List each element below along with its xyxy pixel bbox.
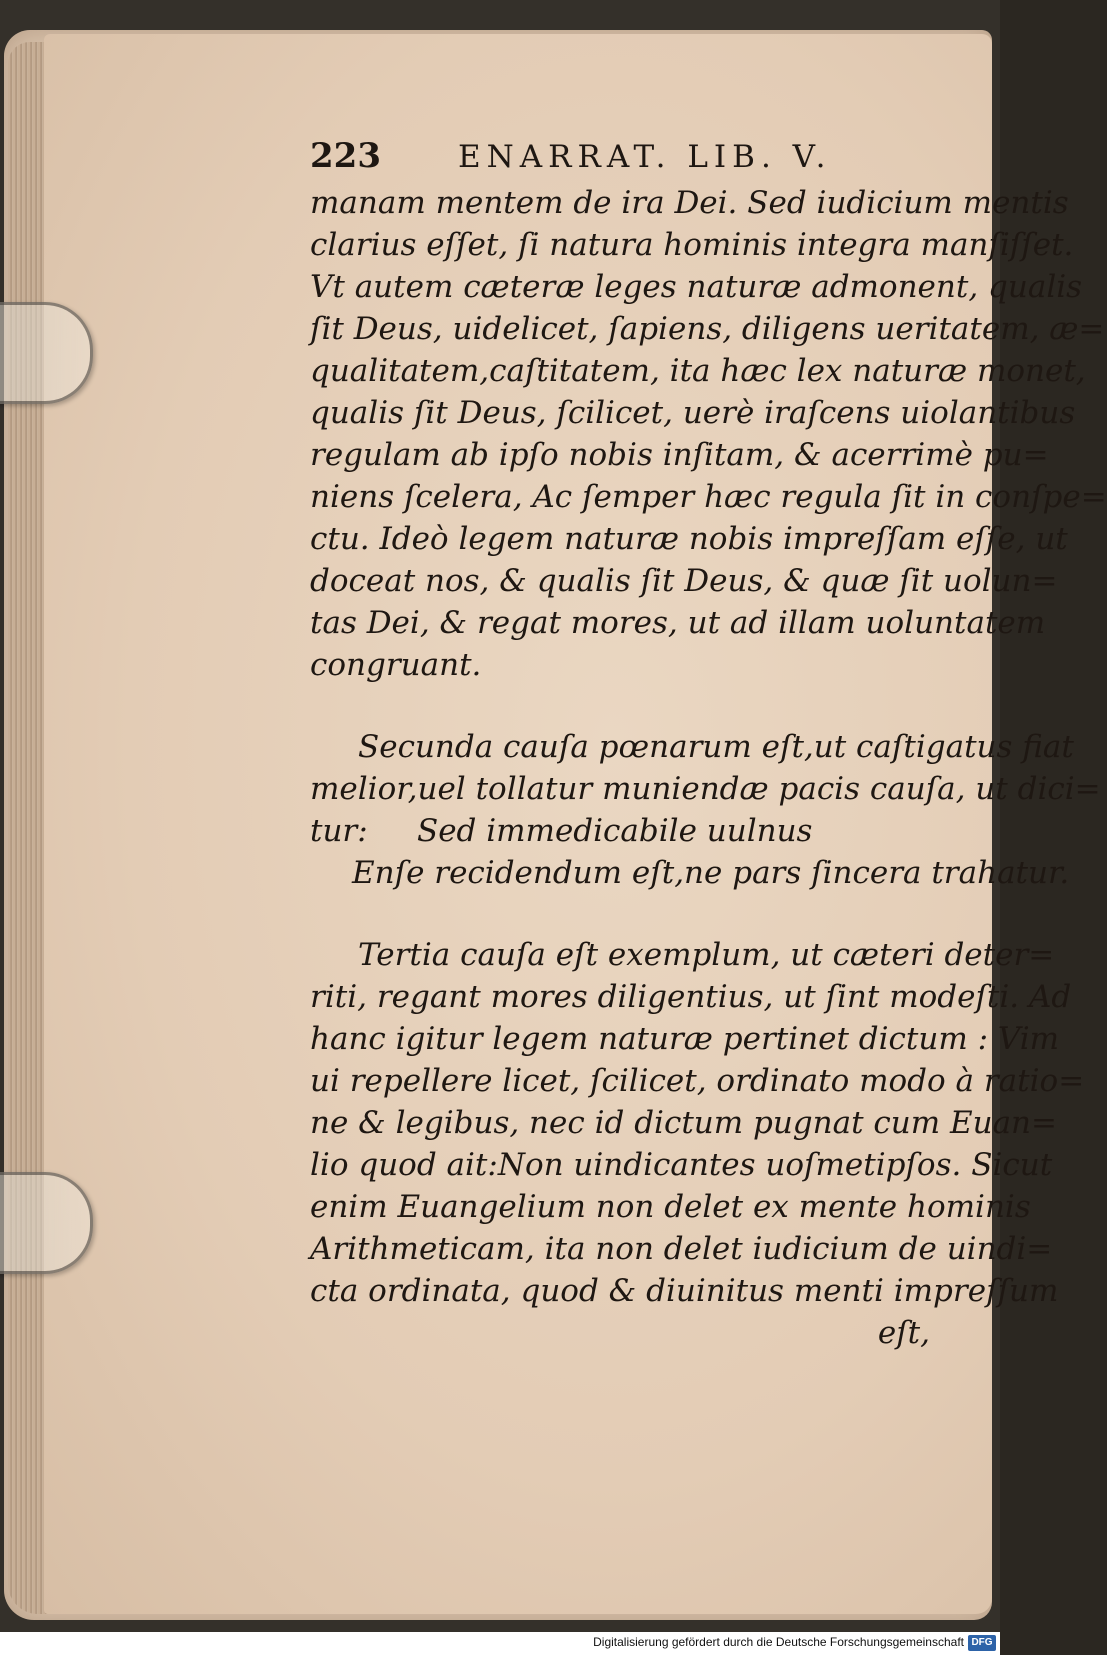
text-line: riti, regant mores diligentius, ut ſint modeſti. Ad: [310, 979, 1072, 1015]
text-line: Tertia cauſa eſt exemplum, ut cæteri deter=: [358, 937, 1055, 973]
text-line: Vt autem cæteræ leges naturæ admonent, qualis: [310, 269, 1083, 305]
text-line: melior,uel tollatur muniendæ pacis cauſa, ut dici=: [310, 771, 1101, 807]
paragraph-3: [310, 934, 1085, 1354]
text-line: manam mentem de ira Dei. Sed iudicium mentis: [310, 185, 1069, 221]
paragraph-1: [310, 182, 1107, 686]
text-line: cta ordinata, quod & diuinitus menti impreſſum: [310, 1273, 1059, 1309]
page-number: 223: [310, 136, 381, 176]
dfg-logo: DFG: [968, 1635, 996, 1651]
text-line: Secunda cauſa pœnarum eſt,ut caſtigatus fiat: [358, 729, 1074, 765]
page-clip-bottom: [0, 1172, 93, 1274]
text-line: ſit Deus, uidelicet, ſapiens, diligens ueritatem, æ=: [310, 311, 1105, 347]
funding-credit: Digitalisierung gefördert durch die Deutsche Forschungsgemeinschaft: [593, 1635, 964, 1649]
text-line: ctu. Ideò legem naturæ nobis impreſſam eſſe, ut: [310, 521, 1068, 557]
text-line: tas Dei, & regat mores, ut ad illam uoluntatem: [310, 605, 1046, 641]
text-line: hanc igitur legem naturæ pertinet dictum : Vim: [310, 1021, 1060, 1057]
page-edges: [8, 42, 48, 1614]
digitization-footer: [0, 1632, 1000, 1655]
verse-line: Enſe recidendum eſt,ne pars ſincera trahatur.: [352, 855, 1070, 891]
text-line: ne & legibus, nec id dictum pugnat cum Euan=: [310, 1105, 1057, 1141]
page-body: [310, 182, 1107, 1354]
text-line: niens ſcelera, Ac ſemper hæc regula ſit in conſpe=: [310, 479, 1107, 515]
page-header: [310, 136, 850, 176]
catchword: eſt,: [877, 1315, 930, 1351]
text-line: tur: Sed immedicabile uulnus: [310, 813, 813, 849]
text-line: lio quod ait:Non uindicantes uoſmetipſos. Sicut: [310, 1147, 1053, 1183]
text-line: qualis ſit Deus, ſcilicet, uerè iraſcens uiolantibus: [310, 395, 1076, 431]
text-line: ui repellere licet, ſcilicet, ordinato modo à ratio=: [310, 1063, 1085, 1099]
page-clip-top: [0, 302, 93, 404]
paragraph-2: [310, 726, 1101, 894]
text-line: clarius eſſet, ſi natura hominis integra manſiſſet.: [310, 227, 1074, 263]
text-line: qualitatem,caſtitatem, ita hæc lex naturæ monet,: [310, 353, 1086, 389]
text-line: doceat nos, & qualis ſit Deus, & quæ ſit uolun=: [310, 563, 1058, 599]
running-head: ENARRAT. LIB. V.: [458, 139, 832, 175]
text-line: regulam ab ipſo nobis inſitam, & acerrimè pu=: [310, 437, 1049, 473]
text-line: congruant.: [310, 647, 482, 683]
text-line: enim Euangelium non delet ex mente hominis: [310, 1189, 1031, 1225]
text-line: Arithmeticam, ita non delet iudicium de uindi=: [310, 1231, 1053, 1267]
